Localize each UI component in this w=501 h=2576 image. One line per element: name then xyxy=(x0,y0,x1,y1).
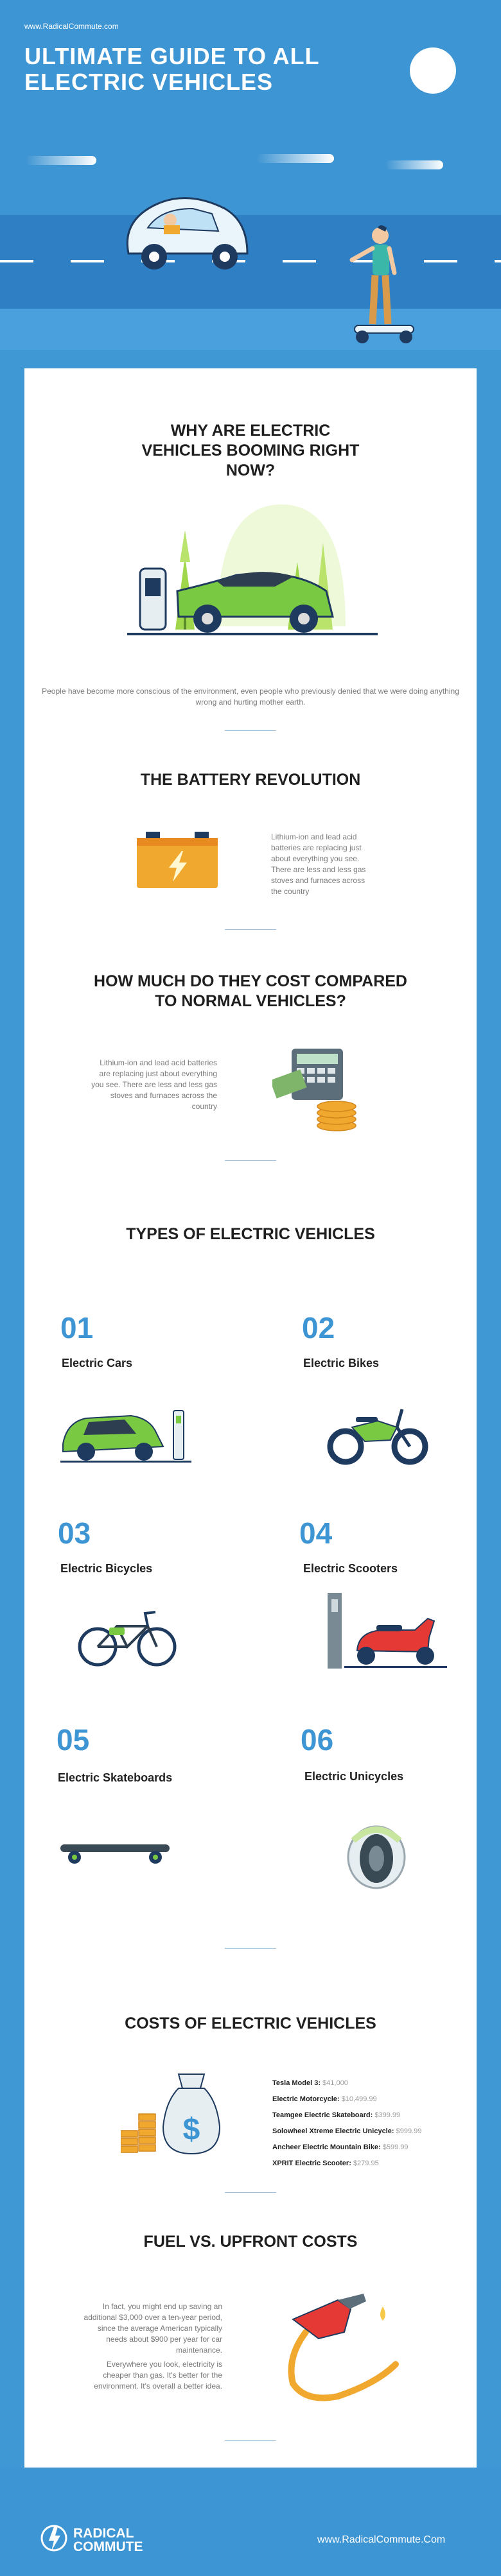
person-on-hoverboard-illustration xyxy=(340,221,424,350)
costs-heading: COSTS OF ELECTRIC VEHICLES xyxy=(125,2014,376,2032)
cost-list xyxy=(272,2075,465,2172)
money-bag-icon xyxy=(121,2069,249,2159)
electric-bike-icon xyxy=(326,1402,429,1466)
vehicle-number: 03 xyxy=(58,1516,91,1550)
divider xyxy=(225,1160,276,1161)
vehicle-number: 02 xyxy=(302,1311,335,1344)
cloud-streak xyxy=(257,154,334,163)
vehicle-number: 05 xyxy=(57,1723,90,1756)
cost-compare-heading: HOW MUCH DO THEY COST COMPARED TO NORMAL VEHICLES? xyxy=(94,972,407,1010)
electric-car-icon xyxy=(60,1405,191,1464)
fuel-nozzle-icon xyxy=(267,2294,409,2403)
divider xyxy=(225,2192,276,2193)
fuel-heading: FUEL VS. UPFRONT COSTS xyxy=(143,2233,358,2251)
fuel-text-2: Everywhere you look, electricity is cheaper than gas. It's better for the environment. It's overall a better idea. xyxy=(94,2360,222,2391)
cloud-streak xyxy=(385,160,443,169)
logo-icon xyxy=(40,2523,68,2555)
cost-item: XPRIT Electric Scooter: $279.95 xyxy=(272,2160,379,2167)
cost-item: Teamgee Electric Skateboard: $399.99 xyxy=(272,2111,401,2119)
sun-icon xyxy=(410,47,456,94)
page-title: ULTIMATE GUIDE TO ALL ELECTRIC VEHICLES xyxy=(24,43,319,95)
cost-compare-text: Lithium-ion and lead acid batteries are replacing just about everything you see. There are less and less gas stoves and furnaces across the country xyxy=(91,1058,217,1111)
electric-bicycle-icon xyxy=(76,1604,179,1669)
vehicle-name: Electric Bikes xyxy=(303,1357,380,1370)
brand-name: RADICAL COMMUTE xyxy=(73,2526,143,2554)
types-heading: TYPES OF ELECTRIC VEHICLES xyxy=(126,1225,375,1243)
electric-car-illustration xyxy=(116,183,257,279)
vehicle-name: Electric Scooters xyxy=(303,1562,398,1575)
battery-icon xyxy=(137,832,218,888)
cost-item: Electric Motorcycle: $10,499.99 xyxy=(272,2095,377,2103)
vehicle-name: Electric Skateboards xyxy=(58,1771,173,1784)
brand-logo[interactable] xyxy=(40,2520,168,2559)
electric-unicycle-icon xyxy=(344,1819,409,1889)
vehicle-name: Electric Bicycles xyxy=(60,1562,153,1575)
vehicle-number: 04 xyxy=(299,1516,333,1550)
cost-item: Ancheer Electric Mountain Bike: $599.99 xyxy=(272,2143,409,2151)
vehicle-number: 06 xyxy=(301,1723,334,1756)
vehicle-name: Electric Unicycles xyxy=(304,1770,404,1783)
divider xyxy=(225,1948,276,1949)
cost-item: Solowheel Xtreme Electric Unicycle: $999.99 xyxy=(272,2127,422,2135)
why-heading: WHY ARE ELECTRIC VEHICLES BOOMING RIGHT NOW? xyxy=(141,422,360,479)
battery-text: Lithium-ion and lead acid batteries are replacing just about everything you see. There are less and less gas stoves and furnaces across the country xyxy=(271,832,366,896)
svg-text:$: $ xyxy=(182,2113,200,2147)
fuel-text-1: In fact, you might end up saving an additional $3,000 over a ten-year period, since the average American typically needs about $900 per year for car maintenance. xyxy=(84,2302,222,2355)
why-text: People have become more conscious of the environment, even people who previously denied that we were doing anything wrong and hurting mother earth. xyxy=(42,687,459,707)
footer-url[interactable]: www.RadicalCommute.Com xyxy=(317,2534,446,2545)
header-banner xyxy=(0,0,501,350)
content-panel xyxy=(24,368,477,2468)
calculator-money-icon xyxy=(272,1049,362,1132)
electric-skateboard-icon xyxy=(60,1841,170,1866)
vehicle-name: Electric Cars xyxy=(62,1357,133,1370)
divider xyxy=(225,929,276,930)
electric-scooter-icon xyxy=(325,1593,447,1670)
green-car-charging-illustration xyxy=(127,479,378,652)
cost-item: Tesla Model 3: $41,000 xyxy=(272,2079,348,2087)
divider xyxy=(225,2440,276,2441)
vehicle-number: 01 xyxy=(60,1311,94,1344)
site-url[interactable]: www.RadicalCommute.com xyxy=(24,22,119,31)
divider xyxy=(225,730,276,731)
cloud-streak xyxy=(26,156,96,165)
battery-heading: THE BATTERY REVOLUTION xyxy=(140,771,361,789)
footer xyxy=(0,2468,501,2576)
